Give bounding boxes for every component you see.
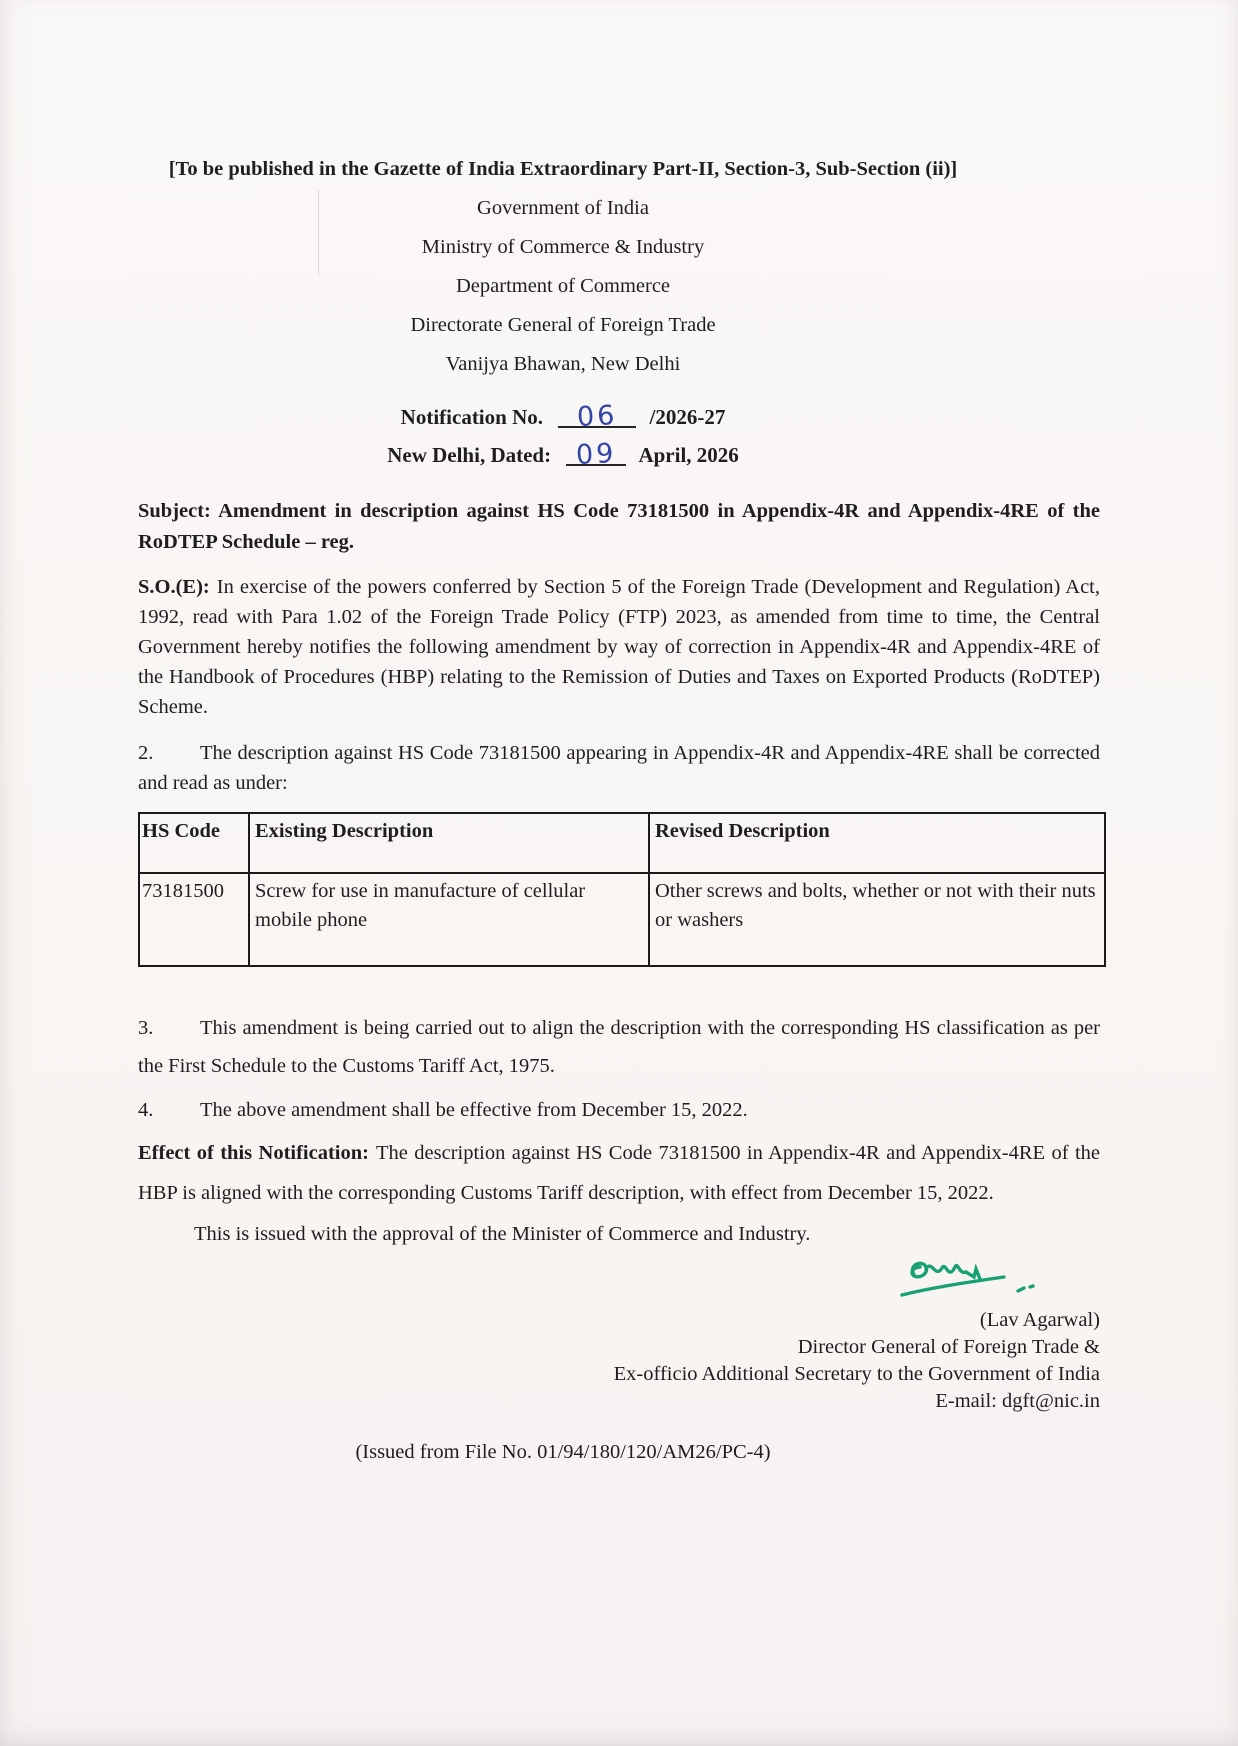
effect-lead: Effect of this Notification:	[138, 1142, 369, 1164]
paragraph-3-number: 3.	[138, 1017, 154, 1039]
col-header-revised-description: Revised Description	[649, 813, 1105, 873]
paragraph-4-text: The above amendment shall be effective from December 15, 2022.	[200, 1099, 748, 1121]
signature-block	[138, 1255, 1100, 1415]
notification-number-line	[138, 398, 988, 436]
so-paragraph	[138, 572, 1100, 722]
notification-number-label: Notification No.	[400, 405, 543, 429]
signatory-email: E-mail: dgft@nic.in	[935, 1390, 1100, 1412]
paragraph-2-text: The description against HS Code 73181500 appearing in Appendix-4R and Appendix-4RE shall be corrected and read as under:	[138, 742, 1100, 794]
signatory-name: (Lav Agarwal)	[979, 1309, 1100, 1331]
effect-text: The description against HS Code 73181500 in Appendix-4R and Appendix-4RE of the HBP is aligned with the corresponding Customs Tariff description, with effect from December 15, 2022.	[138, 1142, 1100, 1204]
header-line-government: Government of India	[477, 197, 649, 219]
notification-date-label: New Delhi, Dated:	[387, 443, 552, 467]
header-line-directorate: Directorate General of Foreign Trade	[410, 314, 716, 336]
notification-number-block	[138, 398, 988, 474]
header-line-ministry: Ministry of Commerce & Industry	[421, 236, 705, 258]
document-body	[138, 0, 1100, 1467]
notification-date-blank	[566, 437, 626, 472]
table-row	[139, 873, 1105, 966]
signature-scribble-icon	[892, 1255, 1042, 1307]
amendment-table	[138, 812, 1106, 967]
paragraph-4	[138, 1095, 1100, 1125]
paragraph-2	[138, 738, 1100, 798]
paragraph-3-text: This amendment is being carried out to align the description with the corresponding HS classification as per the First Schedule to the Customs Tariff Act, 1975.	[138, 1017, 1100, 1077]
subject-paragraph: Subject: Amendment in description against HS Code 73181500 in Appendix-4R and Appendix-4RE of the RoDTEP Schedule – reg.	[138, 500, 1100, 553]
header-line-address: Vanijya Bhawan, New Delhi	[445, 353, 681, 375]
gazette-publication-line: [To be published in the Gazette of India Extraordinary Part-II, Section-3, Sub-Section (ii)]	[168, 158, 958, 180]
col-header-existing-description: Existing Description	[249, 813, 649, 873]
col-header-hs-code: HS Code	[139, 813, 249, 873]
paragraph-3	[138, 1009, 1100, 1085]
file-number-line: (Issued from File No. 01/94/180/120/AM26/PC-4)	[355, 1441, 771, 1463]
signatory-title-1: Director General of Foreign Trade &	[797, 1336, 1100, 1358]
so-lead: S.O.(E):	[138, 576, 210, 598]
cell-existing-description: Screw for use in manufacture of cellular mobile phone	[249, 873, 649, 966]
cell-hs-code: 73181500	[139, 873, 249, 966]
header-line-department: Department of Commerce	[455, 275, 671, 297]
notification-date-suffix: April, 2026	[638, 443, 739, 467]
handwritten-notification-number: 06	[576, 399, 619, 434]
approval-line: This is issued with the approval of the Minister of Commerce and Industry.	[194, 1223, 811, 1245]
signatory-title-2: Ex-officio Additional Secretary to the Government of India	[613, 1363, 1100, 1385]
paragraph-4-number: 4.	[138, 1099, 154, 1121]
cell-revised-description: Other screws and bolts, whether or not with their nuts or washers	[649, 873, 1105, 966]
handwritten-date: 09	[575, 437, 618, 472]
table-header-row	[139, 813, 1105, 873]
letterhead	[138, 150, 988, 384]
so-text: In exercise of the powers conferred by Section 5 of the Foreign Trade (Development and Regulation) Act, 1992, read with Para 1.02 of the Foreign Trade Policy (FTP) 2023, as amended from time to time, the Central Government hereby notifies the following amendment by way of correction in Appendix-4R and Appendix-4RE of the Handbook of Procedures (HBP) relating to the Remission of Duties and Taxes on Exported Products (RoDTEP) Scheme.	[138, 576, 1100, 718]
notification-date-line	[138, 436, 988, 474]
notification-number-suffix: /2026-27	[649, 405, 726, 429]
paragraph-2-number: 2.	[138, 742, 154, 764]
notification-number-blank	[558, 399, 636, 434]
effect-paragraph	[138, 1133, 1100, 1213]
